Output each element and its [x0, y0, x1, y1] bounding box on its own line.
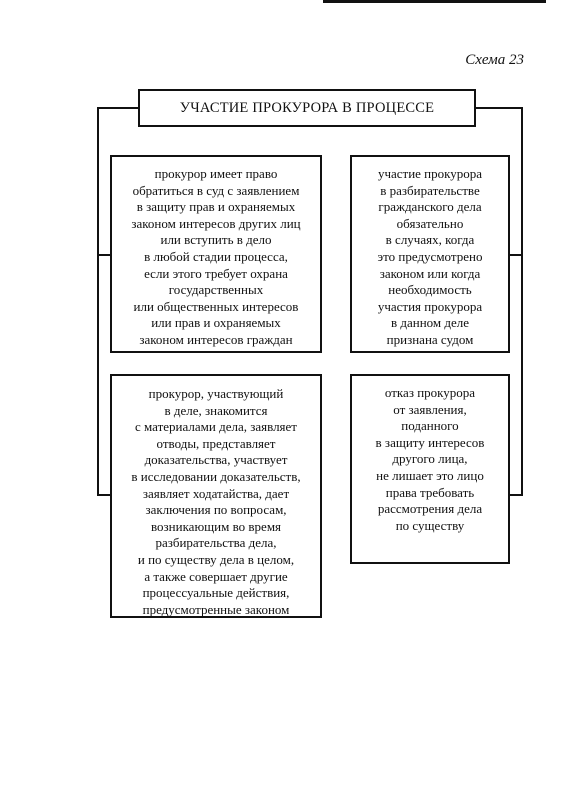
connector-left-top [97, 107, 139, 109]
box-text-line: или прав и охраняемых [151, 315, 281, 331]
box-text-line: в разбирательстве [380, 182, 480, 198]
connector-left-vertical [97, 107, 99, 496]
box-text-line: с материалами дела, заявляет [135, 419, 297, 435]
box-text-line: доказательства, участвует [144, 452, 288, 468]
connector-right-top [475, 107, 523, 109]
box-text-line: а также совершает другие [144, 568, 288, 584]
box-text-line: и по существу дела в целом, [137, 551, 295, 567]
box-text-line: разбирательства дела, [155, 535, 277, 551]
box-text-line: необходимость [388, 282, 472, 298]
box-text-line: поданного [401, 418, 459, 434]
box-text-line: предусмотренные законом [142, 601, 290, 617]
box-text-line: законом или когда [379, 265, 481, 281]
box-text-line: признана судом [386, 331, 474, 347]
box-text-line: в деле, знакомится [164, 402, 268, 418]
box-text-line: от заявления, [393, 401, 467, 417]
scheme-label: Схема 23 [465, 52, 524, 68]
connector-left-mid [97, 254, 111, 256]
box-text-line: гражданского дела [378, 199, 482, 215]
box-text-line: это предусмотрено [377, 248, 483, 264]
box-text-line: законом интересов граждан [139, 331, 293, 347]
top-rule [323, 0, 546, 3]
box-mandatory-participation [350, 155, 510, 353]
connector-right-vertical [521, 107, 523, 496]
box-text-line: или общественных интересов [133, 298, 299, 314]
box-text-line: обратиться в суд с заявлением [132, 182, 300, 198]
box-text-line: отводы, представляет [156, 435, 276, 451]
box-text-line: в случаях, когда [385, 232, 475, 248]
box-text-line: обязательно [396, 215, 464, 231]
box-text-line: участия прокурора [377, 298, 483, 314]
box-text-line: права требовать [385, 484, 475, 500]
box-text-line: в любой стадии процесса, [144, 248, 288, 264]
box-text-line: прокурор имеет право [154, 166, 278, 181]
box-text-line: в данном деле [390, 315, 470, 331]
box-withdrawal-of-claim [350, 374, 510, 564]
box-text-line: в защиту прав и охраняемых [136, 199, 296, 215]
box-text-line: если этого требует охрана [144, 265, 288, 281]
box-text-line: прокурор, участвующий [148, 386, 284, 401]
box-text-line: не лишает это лицо [376, 467, 484, 483]
box-prosecutor-actions [110, 374, 322, 618]
box-text-line: или вступить в дело [160, 232, 272, 248]
box-text-line: по существу [395, 517, 465, 533]
box-text-line: отказ прокурора [384, 385, 476, 400]
diagram-title: УЧАСТИЕ ПРОКУРОРА В ПРОЦЕССЕ [138, 89, 476, 127]
box-text-line: рассмотрения дела [377, 501, 483, 517]
connector-right-bottom [509, 494, 523, 496]
box-text-line: другого лица, [392, 451, 468, 467]
connector-left-bottom [97, 494, 111, 496]
box-text-line: заявляет ходатайства, дает [142, 485, 290, 501]
box-text-line: государственных [168, 282, 264, 298]
box-text-line: заключения по вопросам, [145, 502, 287, 518]
box-text-line: в исследовании доказательств, [131, 468, 301, 484]
box-text-line: участие прокурора [377, 166, 483, 181]
box-text-line: законом интересов других лиц [131, 215, 301, 231]
connector-right-mid [509, 254, 523, 256]
box-text-line: в защиту интересов [375, 434, 485, 450]
box-text-line: возникающим во время [150, 518, 282, 534]
box-prosecutor-right-to-apply [110, 155, 322, 353]
box-text-line: процессуальные действия, [142, 585, 290, 601]
